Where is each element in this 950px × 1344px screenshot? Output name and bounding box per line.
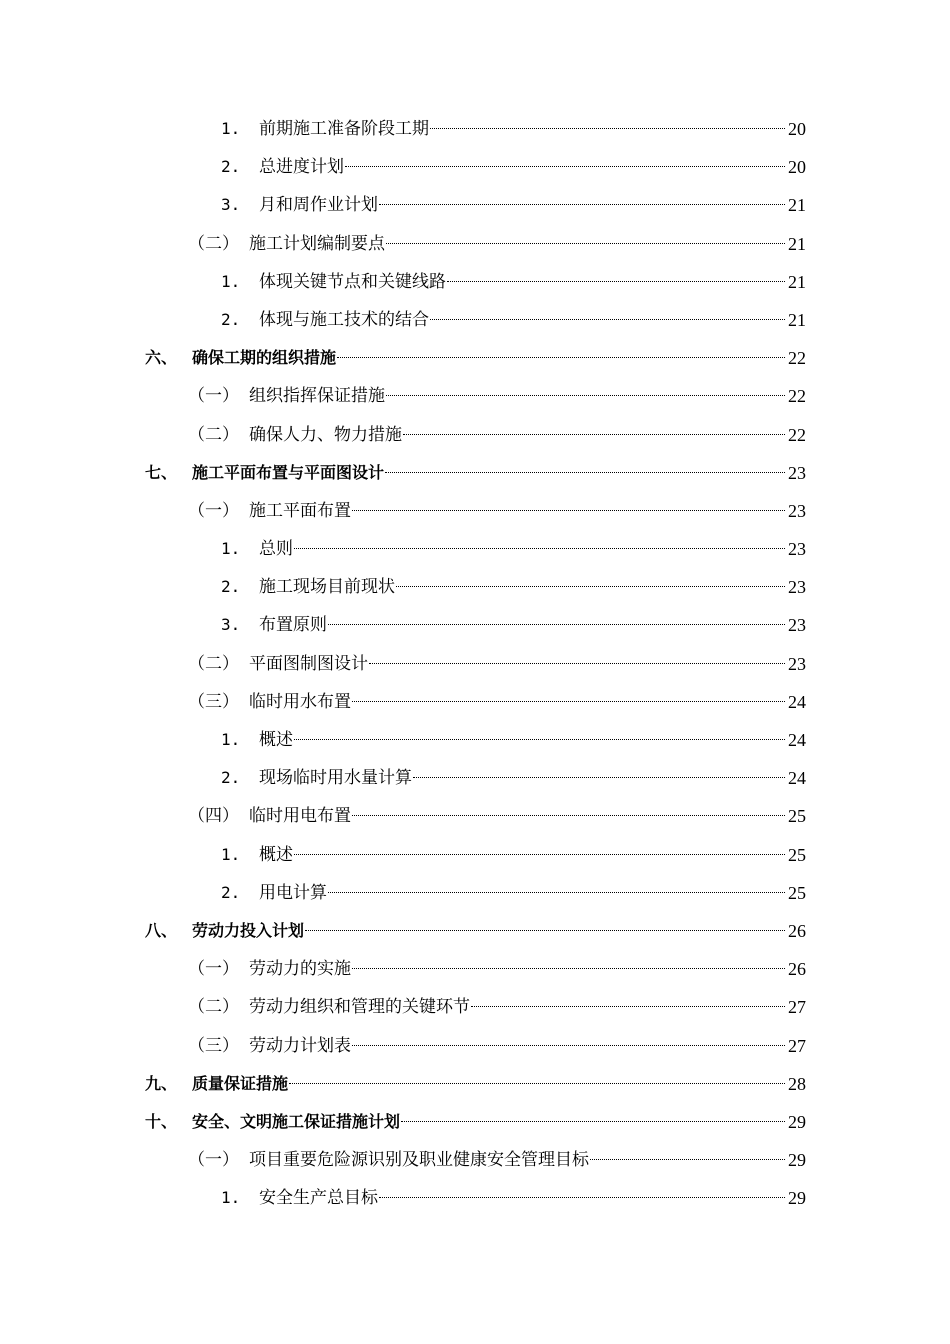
toc-entry-title: 临时用电布置 (249, 806, 351, 827)
dot-leader (379, 1197, 805, 1198)
toc-entry-leader (249, 645, 806, 683)
toc-entry[interactable] (0, 645, 950, 683)
toc-entry-title: 劳动力投入计划 (192, 920, 305, 940)
toc-entry-page-number: 28 (786, 1065, 806, 1103)
toc-entry-leader (259, 530, 806, 568)
toc-entry-page-number: 25 (786, 836, 806, 874)
toc-entry[interactable] (0, 912, 950, 950)
toc-entry-title: 月和周作业计划 (259, 195, 378, 216)
toc-entry-page-number: 23 (786, 454, 806, 492)
dot-leader (352, 1045, 805, 1046)
toc-entry[interactable] (0, 1103, 950, 1141)
toc-entry-number: 九、 (145, 1073, 178, 1093)
toc-entry-number: （四） (188, 806, 239, 827)
toc-entry-leader (249, 683, 806, 721)
dot-leader (386, 395, 805, 396)
toc-entry-number: 1. (221, 730, 241, 749)
toc-entry-leader (192, 1065, 806, 1103)
toc-entry-title: 组织指挥保证措施 (249, 386, 385, 407)
dot-leader (289, 1083, 805, 1084)
toc-entry-leader (249, 225, 806, 263)
toc-entry-page-number: 22 (786, 377, 806, 415)
toc-entry-leader (259, 759, 806, 797)
dot-leader (328, 624, 805, 625)
toc-entry-leader (192, 912, 806, 950)
toc-entry-page-number: 23 (786, 645, 806, 683)
dot-leader (294, 739, 805, 740)
toc-entry-leader (249, 1141, 806, 1179)
toc-entry-number: （三） (188, 691, 239, 712)
toc-entry-leader (249, 1027, 806, 1065)
dot-leader (352, 968, 805, 969)
toc-entry-leader (192, 454, 806, 492)
toc-entry-number: （二） (188, 233, 239, 254)
toc-entry[interactable] (0, 683, 950, 721)
toc-entry-number: 八、 (145, 920, 178, 940)
toc-entry[interactable] (0, 263, 950, 301)
toc-entry-leader (259, 874, 806, 912)
toc-entry-page-number: 29 (786, 1141, 806, 1179)
toc-entry-title: 前期施工准备阶段工期 (259, 119, 429, 139)
toc-entry-page-number: 26 (786, 950, 806, 988)
toc-entry-title: 劳动力组织和管理的关键环节 (249, 997, 470, 1018)
dot-leader (386, 243, 805, 244)
toc-entry-leader (249, 988, 806, 1026)
dot-leader (430, 319, 805, 320)
dot-leader (294, 548, 805, 549)
toc-entry-leader (259, 606, 806, 644)
toc-entry-title: 布置原则 (259, 615, 327, 636)
toc-entry-page-number: 24 (786, 721, 806, 759)
toc-entry[interactable] (0, 492, 950, 530)
toc-entry-page-number: 24 (786, 759, 806, 797)
toc-entry-number: 2. (221, 157, 241, 177)
dot-leader (590, 1159, 805, 1160)
toc-entry[interactable] (0, 1141, 950, 1179)
toc-entry-title: 体现关键节点和关键线路 (259, 271, 446, 292)
dot-leader (352, 510, 805, 511)
toc-entry[interactable] (0, 148, 950, 186)
toc-entry[interactable] (0, 225, 950, 263)
toc-entry-number: （一） (188, 500, 239, 521)
toc-entry-number: 1. (221, 119, 241, 138)
dot-leader (369, 663, 805, 664)
toc-entry[interactable] (0, 759, 950, 797)
toc-entry-number: （一） (188, 386, 239, 407)
dot-leader (447, 281, 805, 282)
toc-entry-page-number: 27 (786, 988, 806, 1026)
toc-entry-leader (192, 339, 806, 377)
toc-entry-title: 现场临时用水量计算 (259, 768, 412, 789)
toc-entry-number: （二） (188, 424, 239, 445)
dot-leader (430, 128, 805, 129)
toc-entry-page-number: 22 (786, 416, 806, 454)
toc-entry-page-number: 21 (786, 263, 806, 301)
toc-entry[interactable] (0, 568, 950, 606)
toc-entry-title: 临时用水布置 (249, 691, 351, 712)
dot-leader (352, 701, 805, 702)
toc-entry-page-number: 23 (786, 568, 806, 606)
toc-entry[interactable] (0, 186, 950, 224)
dot-leader (294, 854, 805, 855)
toc-entry-page-number: 21 (786, 225, 806, 263)
toc-entry-page-number: 26 (786, 912, 806, 950)
toc-entry-page-number: 23 (786, 606, 806, 644)
toc-entry[interactable] (0, 1065, 950, 1103)
toc-entry-number: 1. (221, 539, 241, 559)
toc-entry-number: 七、 (145, 462, 178, 482)
toc-entry-leader (249, 950, 806, 988)
toc-entry-page-number: 21 (786, 301, 806, 339)
toc-entry-page-number: 23 (786, 530, 806, 568)
toc-entry-number: 1. (221, 271, 241, 291)
toc-entry-title: 劳动力的实施 (249, 959, 351, 980)
toc-entry-leader (259, 721, 806, 759)
toc-entry-title: 概述 (259, 844, 293, 865)
toc-entry-page-number: 23 (786, 492, 806, 530)
toc-entry[interactable] (0, 110, 950, 148)
toc-entry-page-number: 27 (786, 1027, 806, 1065)
toc-entry-number: 2. (221, 577, 241, 597)
toc-entry-leader (259, 110, 806, 148)
toc-entry-title: 安全生产总目标 (259, 1188, 378, 1209)
toc-entry-page-number: 29 (786, 1179, 806, 1217)
toc-entry-title: 总则 (259, 539, 293, 560)
toc-entry-leader (192, 1103, 806, 1141)
toc-entry[interactable] (0, 988, 950, 1026)
toc-entry-number: 十、 (145, 1111, 178, 1131)
toc-entry-title: 劳动力计划表 (249, 1035, 351, 1056)
toc-entry-title: 安全、文明施工保证措施计划 (192, 1111, 401, 1131)
table-of-contents (0, 110, 950, 1217)
toc-entry-page-number: 29 (786, 1103, 806, 1141)
toc-entry-leader (249, 492, 806, 530)
toc-entry-leader (259, 301, 806, 339)
toc-entry[interactable] (0, 836, 950, 874)
toc-entry-page-number: 24 (786, 683, 806, 721)
toc-entry-leader (259, 148, 806, 186)
dot-leader (345, 166, 805, 167)
toc-entry-leader (259, 836, 806, 874)
toc-entry-title: 质量保证措施 (192, 1073, 289, 1093)
dot-leader (471, 1006, 805, 1007)
dot-leader (403, 434, 805, 435)
toc-entry-number: （三） (188, 1035, 239, 1056)
toc-entry-number: 1. (221, 844, 241, 864)
toc-entry-title: 施工计划编制要点 (249, 233, 385, 254)
toc-entry-page-number: 22 (786, 339, 806, 377)
toc-entry[interactable] (0, 721, 950, 759)
dot-leader (305, 930, 805, 931)
toc-entry-title: 施工平面布置 (249, 500, 351, 521)
toc-entry[interactable] (0, 377, 950, 415)
toc-entry-page-number: 25 (786, 797, 806, 835)
toc-entry-number: 3. (221, 615, 241, 635)
toc-entry-leader (259, 568, 806, 606)
toc-entry-number: 2. (221, 768, 241, 788)
toc-entry-page-number: 25 (786, 874, 806, 912)
toc-entry-number: 2. (221, 882, 241, 902)
toc-entry-title: 平面图制图设计 (249, 653, 368, 674)
toc-entry[interactable] (0, 454, 950, 492)
toc-entry-leader (249, 416, 806, 454)
toc-entry-title: 确保工期的组织措施 (192, 348, 337, 368)
toc-entry-page-number: 20 (786, 148, 806, 186)
toc-entry[interactable] (0, 797, 950, 835)
dot-leader (328, 892, 805, 893)
toc-entry-leader (259, 263, 806, 301)
toc-entry-title: 用电计算 (259, 882, 327, 903)
toc-entry-leader (259, 1179, 806, 1217)
toc-entry[interactable] (0, 339, 950, 377)
toc-entry-title: 施工平面布置与平面图设计 (192, 462, 385, 482)
toc-entry[interactable] (0, 530, 950, 568)
dot-leader (352, 815, 805, 816)
toc-entry-number: 3. (221, 195, 241, 215)
toc-entry-leader (249, 797, 806, 835)
dot-leader (401, 1121, 805, 1122)
toc-entry-title: 项目重要危险源识别及职业健康安全管理目标 (249, 1150, 589, 1171)
dot-leader (385, 472, 805, 473)
toc-entry-title: 概述 (259, 730, 293, 750)
toc-entry-number: （一） (188, 959, 239, 980)
toc-entry[interactable] (0, 416, 950, 454)
dot-leader (413, 777, 805, 778)
toc-entry-page-number: 21 (786, 186, 806, 224)
toc-entry-leader (259, 186, 806, 224)
toc-entry[interactable] (0, 1179, 950, 1217)
toc-entry-number: （二） (188, 997, 239, 1018)
toc-entry-leader (249, 377, 806, 415)
toc-entry[interactable] (0, 950, 950, 988)
dot-leader (379, 204, 805, 205)
toc-entry-number: （一） (188, 1150, 239, 1171)
toc-entry[interactable] (0, 301, 950, 339)
toc-entry[interactable] (0, 874, 950, 912)
toc-entry-number: （二） (188, 653, 239, 674)
toc-entry[interactable] (0, 1027, 950, 1065)
toc-entry-title: 体现与施工技术的结合 (259, 309, 429, 330)
toc-entry-title: 确保人力、物力措施 (249, 424, 402, 445)
toc-entry-number: 六、 (145, 348, 178, 368)
toc-entry-title: 总进度计划 (259, 157, 344, 178)
toc-entry-number: 2. (221, 309, 241, 329)
dot-leader (396, 586, 805, 587)
toc-entry[interactable] (0, 606, 950, 644)
toc-entry-number: 1. (221, 1188, 241, 1208)
dot-leader (337, 357, 805, 358)
toc-entry-title: 施工现场目前现状 (259, 577, 395, 598)
toc-entry-page-number: 20 (786, 110, 806, 148)
